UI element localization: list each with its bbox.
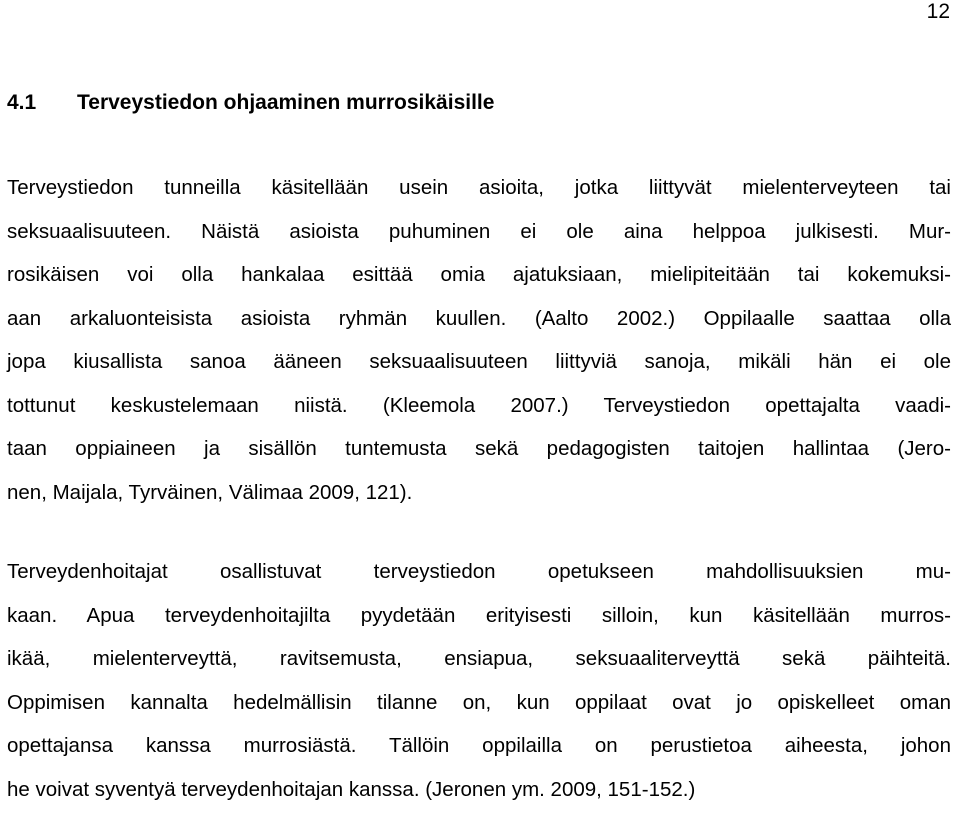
- page-number: 12: [926, 0, 950, 23]
- text-line: jopa kiusallista sanoa ääneen seksuaalisuuteen liittyviä sanoja, mikäli hän ei ole: [7, 350, 951, 373]
- text-line: seksuaalisuuteen. Näistä asioista puhuminen ei ole aina helppoa julkisesti. Mur-: [7, 219, 951, 243]
- text-line: rosikäisen voi olla hankalaa esittää omia ajatuksiaan, mielipiteitään tai kokemuksi-: [7, 263, 951, 286]
- paragraph-2: [7, 550, 951, 811]
- text-line: nen, Maijala, Tyrväinen, Välimaa 2009, 121).: [7, 480, 413, 504]
- section-number: 4.1: [7, 91, 37, 114]
- text-line: Terveystiedon tunneilla käsitellään usein asioita, jotka liittyvät mielenterveyteen tai: [7, 176, 951, 199]
- text-line: Oppimisen kannalta hedelmällisin tilanne on, kun oppilaat ovat jo opiskelleet oman: [7, 690, 951, 714]
- text-line: ikää, mielenterveyttä, ravitsemusta, ensiapua, seksuaaliterveyttä sekä päihteitä.: [7, 647, 951, 670]
- text-line: kaan. Apua terveydenhoitajilta pyydetään erityisesti silloin, kun käsitellään murros-: [7, 603, 951, 627]
- text-line: aan arkaluonteisista asioista ryhmän kuullen. (Aalto 2002.) Oppilaalle saattaa olla: [7, 306, 951, 330]
- text-line: taan oppiaineen ja sisällön tuntemusta sekä pedagogisten taitojen hallintaa (Jero-: [7, 437, 951, 460]
- section-title: Terveystiedon ohjaaminen murrosikäisille: [77, 91, 495, 114]
- section-heading: [7, 88, 494, 118]
- text-line: tottunut keskustelemaan niistä. (Kleemola 2007.) Terveystiedon opettajalta vaadi-: [7, 393, 951, 417]
- text-line: Terveydenhoitajat osallistuvat terveystiedon opetukseen mahdollisuuksien mu-: [7, 560, 951, 583]
- text-line: he voivat syventyä terveydenhoitajan kanssa. (Jeronen ym. 2009, 151-152.): [7, 777, 696, 801]
- paragraph-1: [7, 166, 951, 514]
- text-line: opettajansa kanssa murrosiästä. Tällöin oppilailla on perustietoa aiheesta, johon: [7, 734, 951, 757]
